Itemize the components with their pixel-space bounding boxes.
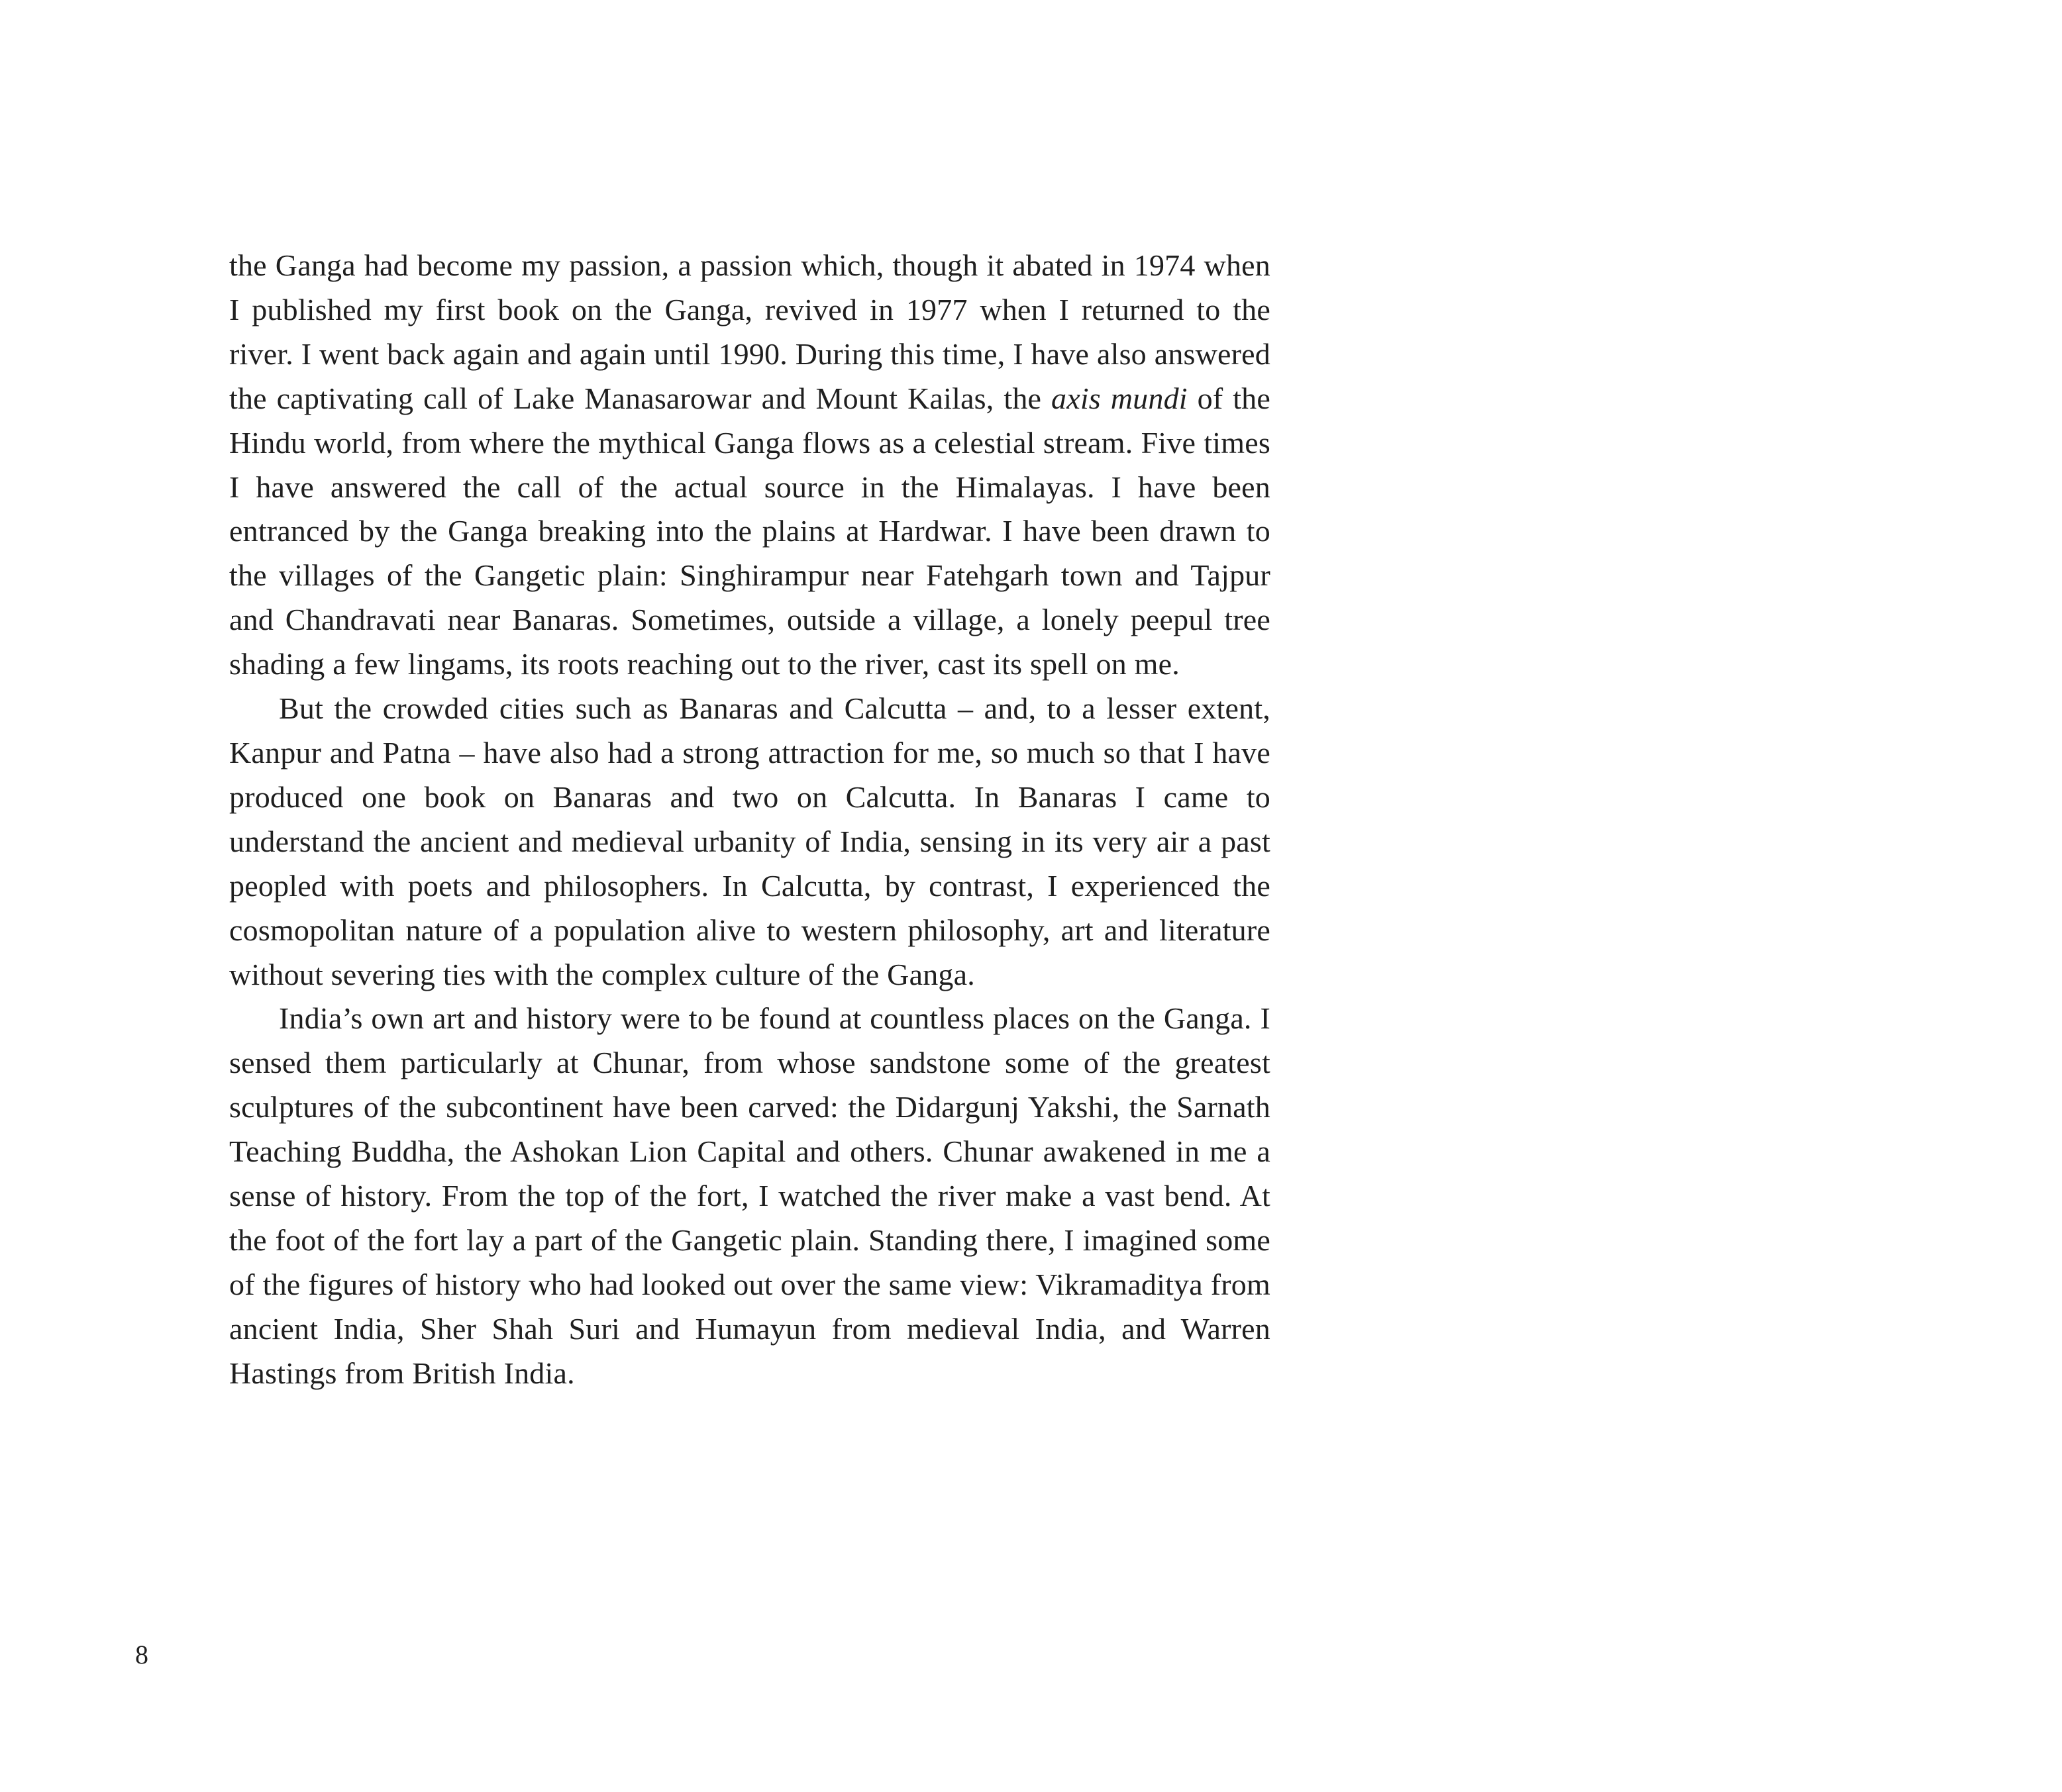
paragraph-1	[229, 244, 1270, 687]
paragraph-3: India’s own art and history were to be found at countless places on the Ganga. I sensed them particularly at Chunar, from whose sandstone some of the greatest sculptures of the subcontinent have been carved: the Didargunj Yakshi, the Sarnath Teaching Buddha, the Ashokan Lion Capital and others. Chunar awakened in me a sense of history. From the top of the fort, I watched the river make a vast bend. At the foot of the fort lay a part of the Gangetic plain. Standing there, I imagined some of the figures of history who had looked out over the same view: Vikramaditya from ancient India, Sher Shah Suri and Humayun from medieval India, and Warren Hastings from British India.	[229, 1001, 1270, 1390]
body-text	[229, 244, 1270, 1396]
paragraph-2: But the crowded cities such as Banaras and Calcutta – and, to a lesser extent, Kanpur and Patna – have also had a strong attraction for me, so much so that I have produced one book on Banaras and two on Calcutta. In Banaras I came to understand the ancient and medieval urbanity of India, sensing in its very air a past peopled with poets and philosophers. In Calcutta, by contrast, I experienced the cosmopolitan nature of a population alive to western philosophy, art and literature without severing ties with the complex culture of the Ganga.	[229, 691, 1270, 991]
page-number: 8	[135, 1640, 148, 1669]
italic-term: axis mundi	[1051, 381, 1188, 415]
paragraph-1-text-start: the Ganga had become my passion, a passion which, though it abated in 1974 when I published my first book on the Ganga, revived in 1977 when I returned to the river. I went back again and again until 1990. During this time, I have also answered the captivating call of Lake Manasarowar and Mount Kailas, the	[229, 248, 1270, 415]
paragraph-1-text-end: of the Hindu world, from where the mythical Ganga flows as a celestial stream. Five times I have answered the call of the actual source in the Himalayas. I have been entranced by the Ganga breaking into the plains at Hardwar. I have been drawn to the villages of the Gangetic plain: Singhirampur near Fatehgarh town and Tajpur and Chandravati near Banaras. Sometimes, outside a village, a lonely peepul tree shading a few lingams, its roots reaching out to the river, cast its spell on me.	[229, 381, 1270, 681]
